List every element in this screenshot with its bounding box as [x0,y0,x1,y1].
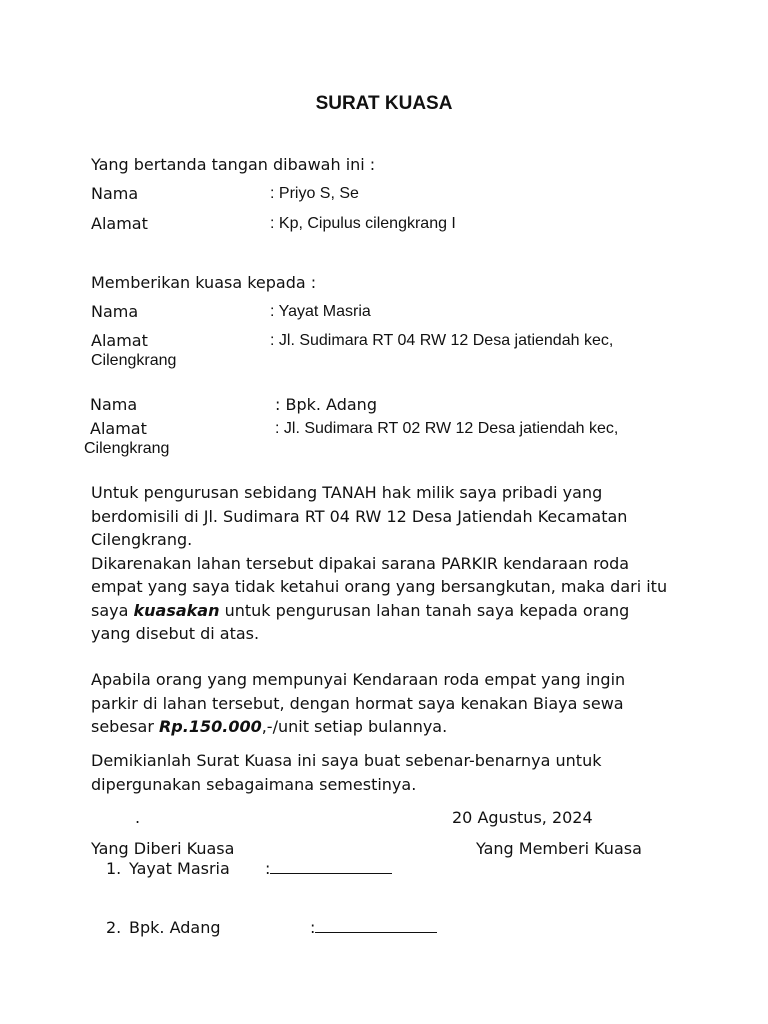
signatory-1-name: Yayat Masria [129,859,230,878]
grantee-1-address-value: : Jl. Sudimara RT 04 RW 12 Desa jatiendah kec, [270,332,614,349]
closing-paragraph [91,749,691,796]
signatory-2-number: 2. [106,918,122,937]
body-1-line-4: Dikarenakan lahan tersebut dipakai sarana PARKIR kendaraan roda [91,553,630,573]
signatory-2-colon: : [310,918,316,937]
body-1-line-6 [91,599,691,623]
body-paragraph-1 [91,481,691,646]
body-2-line-3-post: ,-/unit setiap bulannya. [261,717,448,736]
grant-intro-text: Memberikan kuasa kepada : [91,273,317,292]
grantee-2-address-continued: Cilengkrang [84,440,170,457]
page-title: SURAT KUASA [315,93,453,114]
emphasis-fee-amount: Rp.150.000 [158,717,262,736]
grantee-1-address-continued: Cilengkrang [91,352,177,369]
body-1-line-6-post: untuk pengurusan lahan tanah saya kepada orang [219,600,630,620]
giver-heading: Yang Memberi Kuasa [476,839,642,858]
grantee-2-address-label: Alamat [90,419,147,438]
grantee-2-address-value: : Jl. Sudimara RT 02 RW 12 Desa jatiendah kec, [275,420,619,437]
body-1-line-1: Untuk pengurusan sebidang TANAH hak milik saya pribadi yang [91,483,603,502]
grantee-1-address-label: Alamat [91,331,148,350]
body-1-line-7: yang disebut di atas. [91,624,260,643]
signatory-1-colon: : [265,859,271,878]
body-2-line-3 [91,715,691,739]
body-1-line-3: Cilengkrang. [91,530,193,549]
signatory-1-number: 1. [106,859,122,878]
grantee-2-name-label: Nama [90,395,138,414]
letter-date: 20 Agustus, 2024 [452,808,593,827]
receiver-heading: Yang Diberi Kuasa [91,839,235,858]
place-placeholder: . [135,808,141,827]
grantor-name-label: Nama [91,184,139,203]
body-2-line-2: parkir di lahan tersebut, dengan hormat saya kenakan Biaya sewa [91,693,624,713]
intro-text: Yang bertanda tangan dibawah ini : [91,155,376,174]
closing-line-1: Demikianlah Surat Kuasa ini saya buat sebenar-benarnya untuk [91,751,602,770]
body-paragraph-2 [91,668,691,739]
body-1-line-6-pre: saya [91,600,134,620]
signature-line-2 [315,918,437,933]
emphasis-kuasakan: kuasakan [133,600,220,620]
grantee-1-name-value: : Yayat Masria [270,303,371,320]
closing-line-2: dipergunakan sebagaimana semestinya. [91,774,417,794]
grantor-address-label: Alamat [91,214,148,233]
grantor-address-value: : Kp, Cipulus cilengkrang I [270,215,456,232]
body-1-line-5: empat yang saya tidak ketahui orang yang bersangkutan, maka dari itu [91,577,668,596]
body-2-line-1: Apabila orang yang mempunyai Kendaraan roda empat yang ingin [91,670,626,689]
grantee-2-name-value: : Bpk. Adang [275,395,377,414]
signatory-1-signature [265,859,392,878]
signatory-2-name: Bpk. Adang [129,918,221,937]
body-1-line-2: berdomisili di Jl. Sudimara RT 04 RW 12 Desa Jatiendah Kecamatan [91,506,628,526]
grantor-name-value: : Priyo S, Se [270,185,359,202]
grantee-1-name-label: Nama [91,302,139,321]
signature-line-1 [270,859,392,874]
body-2-line-3-pre: sebesar [91,717,159,736]
signatory-2-signature [310,918,437,937]
